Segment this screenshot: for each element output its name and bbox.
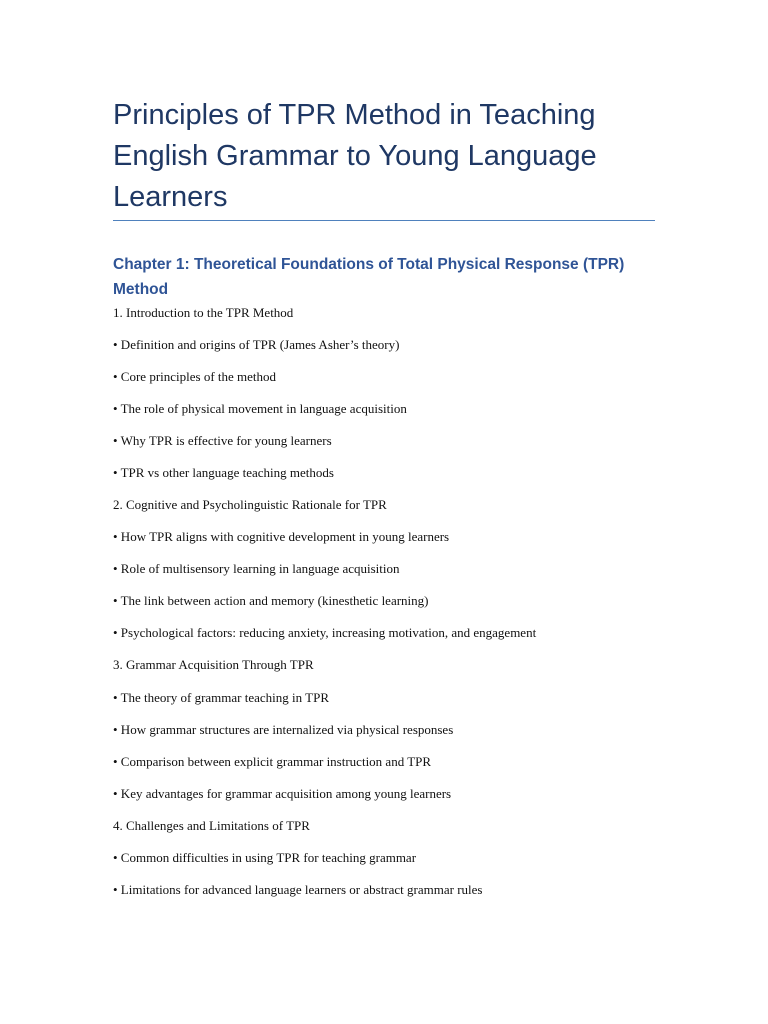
bullet-item: • How TPR aligns with cognitive development in young learners [113, 529, 450, 545]
section-heading-1: 1. Introduction to the TPR Method [113, 305, 294, 320]
bullet-item: • Key advantages for grammar acquisition among young learners [113, 785, 452, 801]
bullet-item: • Definition and origins of TPR (James Asher’s theory) [113, 337, 400, 352]
bullet-item: • How grammar structures are internalized via physical responses [113, 721, 454, 737]
bullet-item: • Comparison between explicit grammar instruction and TPR [113, 753, 432, 769]
bullet-item: • Why TPR is effective for young learners [113, 433, 332, 449]
bullet-item: • The link between action and memory (kinesthetic learning) [113, 593, 429, 609]
bullet-item: • Core principles of the method [113, 369, 277, 385]
bullet-item: • Common difficulties in using TPR for teaching grammar [113, 849, 417, 865]
bullet-item: • Limitations for advanced language learners or abstract grammar rules [113, 881, 483, 897]
document-title: Principles of TPR Method in Teaching English Grammar to Young Language Learners [113, 99, 597, 213]
section-heading-3: 3. Grammar Acquisition Through TPR [113, 657, 314, 673]
title-underline-divider [113, 220, 655, 221]
outline-list [113, 336, 658, 913]
chapter-heading: Chapter 1: Theoretical Foundations of Total Physical Response (TPR) Method [113, 256, 625, 298]
bullet-item: • TPR vs other language teaching methods [113, 465, 334, 481]
section-heading-4: 4. Challenges and Limitations of TPR [113, 817, 310, 833]
bullet-item: • The role of physical movement in language acquisition [113, 401, 407, 417]
bullet-item: • The theory of grammar teaching in TPR [113, 689, 329, 705]
section-heading-2: 2. Cognitive and Psycholinguistic Rationale for TPR [113, 497, 387, 513]
bullet-item: • Role of multisensory learning in language acquisition [113, 561, 400, 577]
bullet-item: • Psychological factors: reducing anxiety, increasing motivation, and engagement [113, 625, 537, 641]
